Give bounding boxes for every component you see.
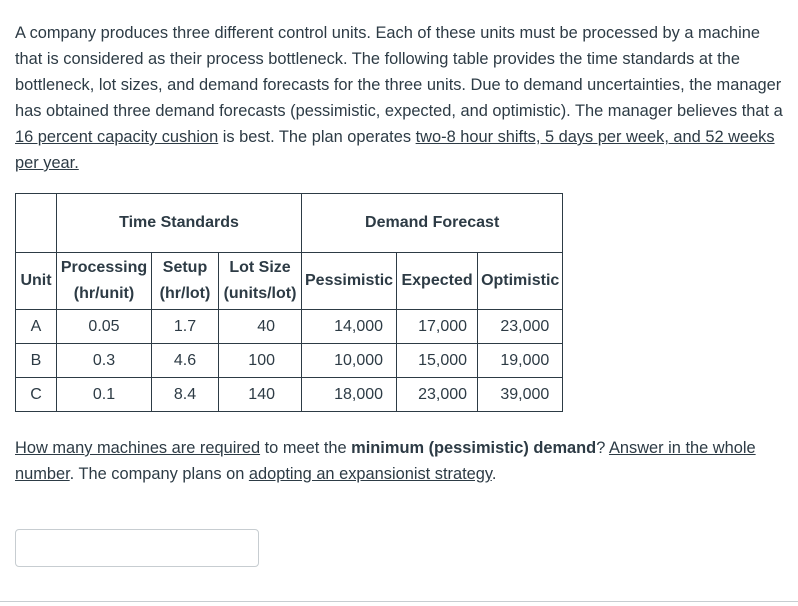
setup-cell: 8.4	[152, 378, 219, 412]
question-mark: ?	[596, 439, 609, 457]
question-end-1: . The company plans on	[69, 465, 249, 483]
processing-title: Processing	[60, 259, 148, 276]
optimistic-header: Optimistic	[478, 253, 563, 310]
expected-cell: 15,000	[397, 344, 478, 378]
lot-size-unit: (units/lot)	[223, 285, 297, 302]
lot-size-cell: 40	[219, 310, 302, 344]
unit-cell: B	[16, 344, 57, 378]
empty-header-cell	[16, 194, 57, 253]
problem-statement	[15, 20, 787, 176]
column-header-row	[16, 253, 563, 310]
processing-unit: (hr/unit)	[73, 285, 135, 302]
setup-header	[152, 253, 219, 310]
processing-header	[57, 253, 152, 310]
lot-size-cell: 100	[219, 344, 302, 378]
question-bold: minimum (pessimistic) demand	[351, 439, 597, 457]
capacity-cushion-text: 16 percent capacity cushion	[15, 128, 219, 146]
expected-cell: 23,000	[397, 378, 478, 412]
question-mid: to meet the	[260, 439, 352, 457]
data-table	[15, 193, 563, 412]
table-row	[16, 344, 563, 378]
pessimistic-cell: 18,000	[302, 378, 397, 412]
setup-unit: (hr/lot)	[159, 285, 211, 302]
lot-size-cell: 140	[219, 378, 302, 412]
table-row	[16, 310, 563, 344]
setup-cell: 4.6	[152, 344, 219, 378]
question-end-2: .	[491, 465, 497, 483]
group-header-row	[16, 194, 563, 253]
table-row	[16, 378, 563, 412]
processing-cell: 0.3	[57, 344, 152, 378]
shifts-text: two-8 hour shifts, 5 days per week, and 52 weeks per year.	[15, 128, 775, 172]
pessimistic-cell: 14,000	[302, 310, 397, 344]
unit-cell: A	[16, 310, 57, 344]
processing-cell: 0.05	[57, 310, 152, 344]
optimistic-cell: 19,000	[478, 344, 563, 378]
question-link: How many machines are required	[15, 439, 261, 457]
pessimistic-header: Pessimistic	[302, 253, 397, 310]
lot-size-title: Lot Size	[229, 259, 291, 276]
answer-instruction: Answer in the whole number	[15, 439, 756, 483]
mid-text: is best. The plan operates	[218, 128, 416, 146]
pessimistic-cell: 10,000	[302, 344, 397, 378]
expected-cell: 17,000	[397, 310, 478, 344]
optimistic-cell: 39,000	[478, 378, 563, 412]
bottom-divider	[0, 601, 798, 602]
question-text	[15, 435, 787, 487]
answer-input[interactable]	[15, 529, 259, 567]
unit-cell: C	[16, 378, 57, 412]
optimistic-cell: 23,000	[478, 310, 563, 344]
strategy-text: adopting an expansionist strategy	[248, 465, 492, 483]
intro-text: A company produces three different control units. Each of these units must be processed by a machine that is considered as their process bottleneck. The following table provides the time standards at the bottleneck, lot sizes, and demand forecasts for the three units. Due to demand uncertainties, the manager has obtained three demand forecasts (pessimistic, expected, and optimistic). The manager believes that a	[15, 24, 783, 120]
lot-size-header	[219, 253, 302, 310]
demand-forecast-header: Demand Forecast	[302, 194, 563, 253]
time-standards-header: Time Standards	[57, 194, 302, 253]
unit-header: Unit	[16, 253, 57, 310]
setup-title: Setup	[162, 259, 208, 276]
setup-cell: 1.7	[152, 310, 219, 344]
processing-cell: 0.1	[57, 378, 152, 412]
expected-header: Expected	[397, 253, 478, 310]
